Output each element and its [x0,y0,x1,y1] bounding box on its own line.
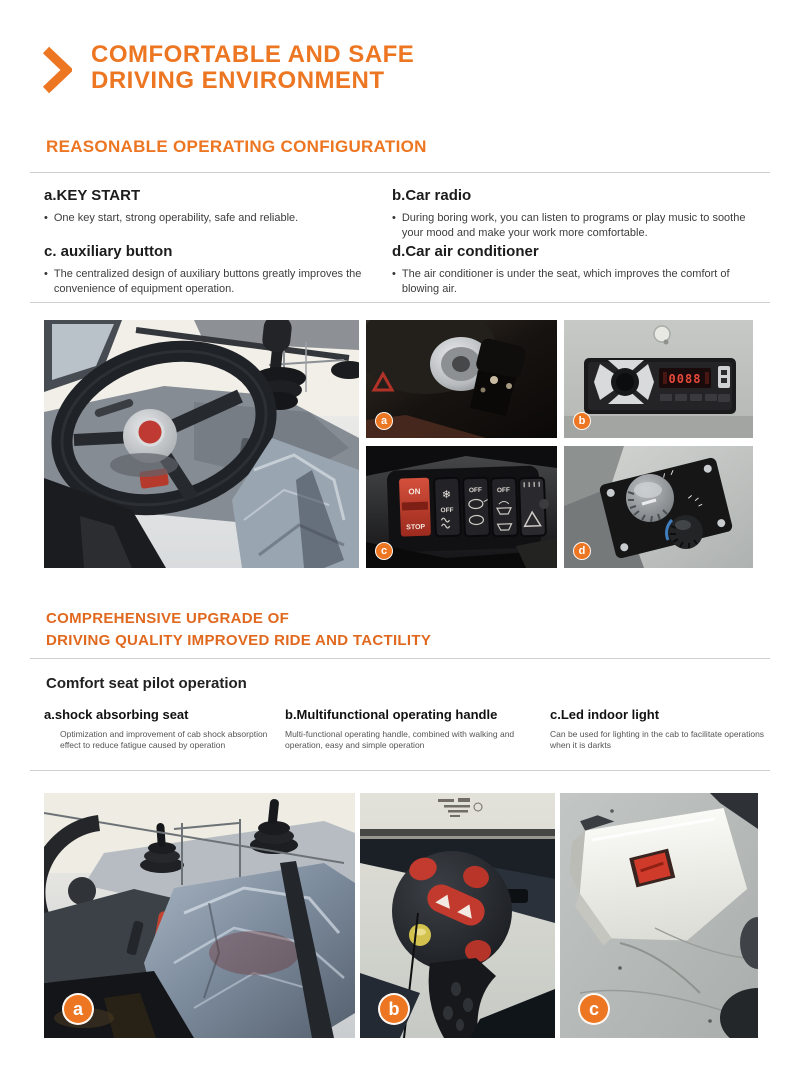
section2-heading [46,608,431,652]
air-conditioner-photo [564,446,753,568]
divider [30,658,770,659]
photo-badge: b [378,993,410,1025]
brand-chevron-icon [42,46,72,94]
air-conditioner-illustration [564,446,753,568]
photo-badge: a [62,993,94,1025]
switch-on-label: ON [408,486,421,497]
divider [30,770,770,771]
bullet-icon: • [44,212,48,224]
feature-operating-handle [285,707,537,751]
feature-key-start [44,187,362,226]
section2-heading-line1: COMPREHENSIVE UPGRADE OF [46,610,290,627]
feature-title: c. auxiliary button [44,243,173,260]
snowflake-icon: ❄ [441,488,452,502]
operating-handle-photo [360,793,555,1038]
divider [30,302,770,303]
page-title-line2: DRIVING ENVIRONMENT [91,67,385,94]
feature-text: The air conditioner is under the seat, which improves the comfort of blowing air. [401,268,730,295]
feature-title: c.Led indoor light [550,707,660,722]
rocker-off-label: OFF [468,486,483,495]
feature-title: a.KEY START [44,187,141,204]
cab-interior-photo [44,320,359,568]
feature-desc: Multi-functional operating handle, combined with walking and operation, easy and simple operation [285,729,515,750]
photo-badge: b [573,412,591,430]
feature-air-conditioner [392,243,768,297]
rocker-off-label: OFF [496,486,511,495]
cab-interior-illustration [44,320,359,568]
divider [30,172,770,173]
section1-heading: REASONABLE OPERATING CONFIGURATION [46,137,427,156]
photo-badge: d [573,542,591,560]
key-start-illustration [366,320,557,438]
feature-desc: Can be used for lighting in the cab to facilitate operations when it is darkts [550,729,765,750]
feature-led-light [550,707,775,751]
page-title-line1: COMFORTABLE AND SAFE [91,41,415,68]
feature-title: b.Multifunctional operating handle [285,707,498,722]
bullet-icon: • [392,212,396,224]
section2-subheading: Comfort seat pilot operation [46,675,247,692]
key-start-photo [366,320,557,438]
feature-text: During boring work, you can listen to programs or play music to soothe your mood and make your work more comfortable. [401,212,746,239]
car-radio-illustration [564,320,753,438]
switch-panel-illustration [366,446,557,568]
photo-badge: c [578,993,610,1025]
feature-text: One key start, strong operability, safe and reliable. [53,212,299,224]
switch-panel-photo [366,446,557,568]
feature-desc: Optimization and improvement of cab shock absorption effect to reduce fatigue caused by operation [60,729,268,750]
radio-display: 0088 [668,372,702,386]
bullet-icon: • [392,268,396,280]
page-title [91,42,414,94]
section2-heading-line2: DRIVING QUALITY IMPROVED RIDE AND TACTILITY [46,632,432,649]
feature-title: b.Car radio [392,187,472,204]
feature-text: The centralized design of auxiliary buttons greatly improves the convenience of equipment operation. [53,268,362,295]
feature-title: a.shock absorbing seat [44,707,189,722]
feature-title: d.Car air conditioner [392,243,539,260]
photo-badge: c [375,542,393,560]
feature-shock-seat [44,707,276,751]
feature-car-radio [392,187,768,241]
shock-seat-photo [44,793,355,1038]
led-light-photo [560,793,758,1038]
switch-stop-label: STOP [406,523,426,532]
rocker-off-label: OFF [440,506,454,515]
bullet-icon: • [44,268,48,280]
car-radio-photo [564,320,753,438]
photo-badge: a [375,412,393,430]
feature-auxiliary-button [44,243,362,297]
